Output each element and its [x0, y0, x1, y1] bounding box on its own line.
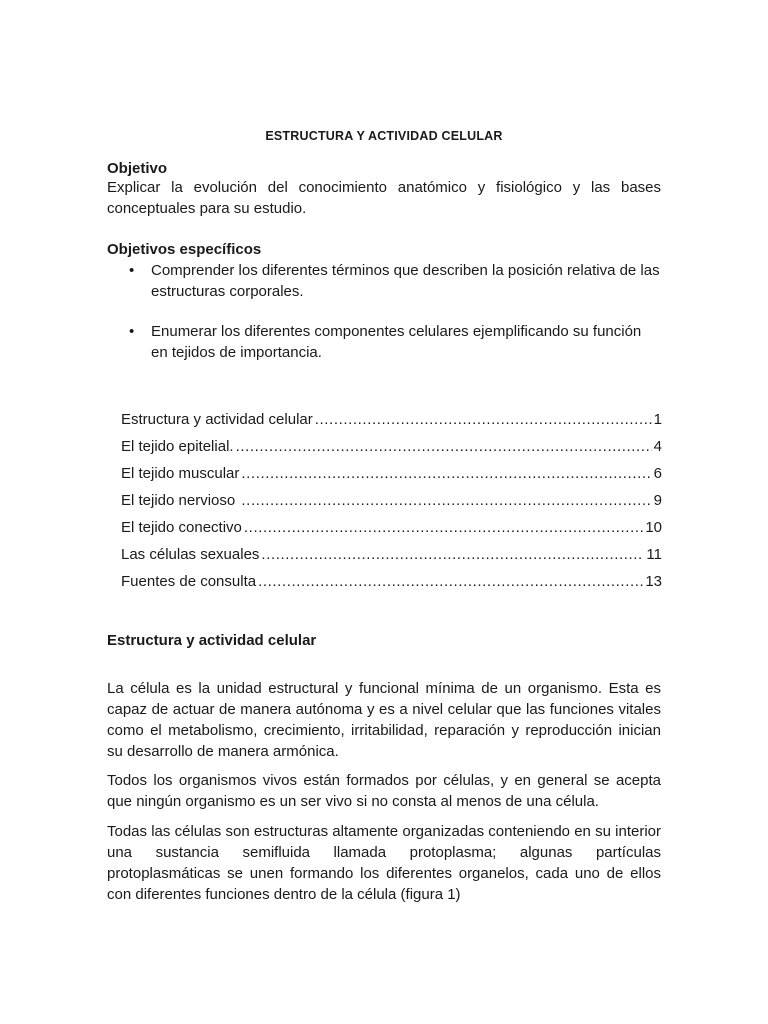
toc-entry-label: El tejido muscular: [121, 465, 240, 482]
body-paragraph: La célula es la unidad estructural y funcional mínima de un organismo. Esta es capaz de actuar de manera autónoma y es a nivel celular que las funciones vitales como el metabolismo, crecimiento, irritabilidad, reparación y reproducción inician su desarrollo de manera armónica.: [107, 680, 661, 760]
body-paragraph: Todas las células son estructuras altamente organizadas conteniendo en su interior una sustancia semifluida llamada protoplasma; algunas partículas protoplasmáticas se unen formando los diferentes organelos, cada uno de ellos con diferentes funciones dentro de la célula (figura 1): [107, 823, 661, 903]
toc-entry-page: 11: [646, 546, 662, 563]
toc-entry-label: Fuentes de consulta: [121, 573, 257, 590]
toc-entry-page: 6: [653, 465, 662, 482]
toc-entry[interactable]: [121, 518, 662, 545]
toc-leader-dots: [236, 437, 652, 457]
toc-entry-label: El tejido conectivo: [121, 519, 242, 536]
bullet-icon: •: [129, 262, 135, 279]
list-item: [107, 321, 661, 363]
toc-entry-label: Estructura y actividad celular: [121, 411, 313, 428]
toc-entry-page: 10: [645, 519, 662, 536]
toc-leader-dots: [258, 572, 643, 592]
body-paragraph: Todos los organismos vivos están formados por células, y en general se acepta que ningún organismo es un ser vivo si no consta al menos de una célula.: [107, 772, 661, 810]
section-heading: Estructura y actividad celular: [107, 632, 317, 649]
toc-entry-label: El tejido epitelial.: [121, 438, 234, 455]
toc-entry-page: 1: [653, 411, 662, 428]
toc-entry[interactable]: [121, 572, 662, 599]
objective-text: Explicar la evolución del conocimiento anatómico y fisiológico y las bases conceptuales para su estudio.: [107, 179, 661, 217]
table-of-contents: [121, 410, 662, 599]
toc-entry-label: El tejido nervioso: [121, 492, 240, 509]
toc-entry-label: Las células sexuales: [121, 546, 260, 563]
toc-entry[interactable]: [121, 464, 662, 491]
specific-objectives-heading: Objetivos específicos: [107, 241, 262, 258]
document-title: ESTRUCTURA Y ACTIVIDAD CELULAR: [265, 129, 503, 143]
objective-heading: Objetivo: [107, 160, 168, 177]
toc-entry[interactable]: [121, 491, 662, 518]
toc-entry[interactable]: [121, 410, 662, 437]
list-item-text: Comprender los diferentes términos que describen la posición relativa de las estructuras corporales.: [151, 262, 660, 300]
toc-entry[interactable]: [121, 545, 662, 572]
toc-entry-page: 4: [653, 438, 662, 455]
list-item: [107, 260, 661, 302]
toc-entry-page: 13: [645, 573, 662, 590]
toc-entry[interactable]: [121, 437, 662, 464]
toc-leader-dots: [241, 491, 651, 511]
bullet-icon: •: [129, 323, 135, 340]
specific-objectives-list: [107, 260, 661, 382]
toc-leader-dots: [315, 410, 652, 430]
list-item-text: Enumerar los diferentes componentes celulares ejemplificando su función en tejidos de importancia.: [151, 323, 642, 361]
toc-leader-dots: [261, 545, 644, 565]
toc-leader-dots: [244, 518, 643, 538]
toc-leader-dots: [241, 464, 651, 484]
toc-entry-page: 9: [653, 492, 662, 509]
